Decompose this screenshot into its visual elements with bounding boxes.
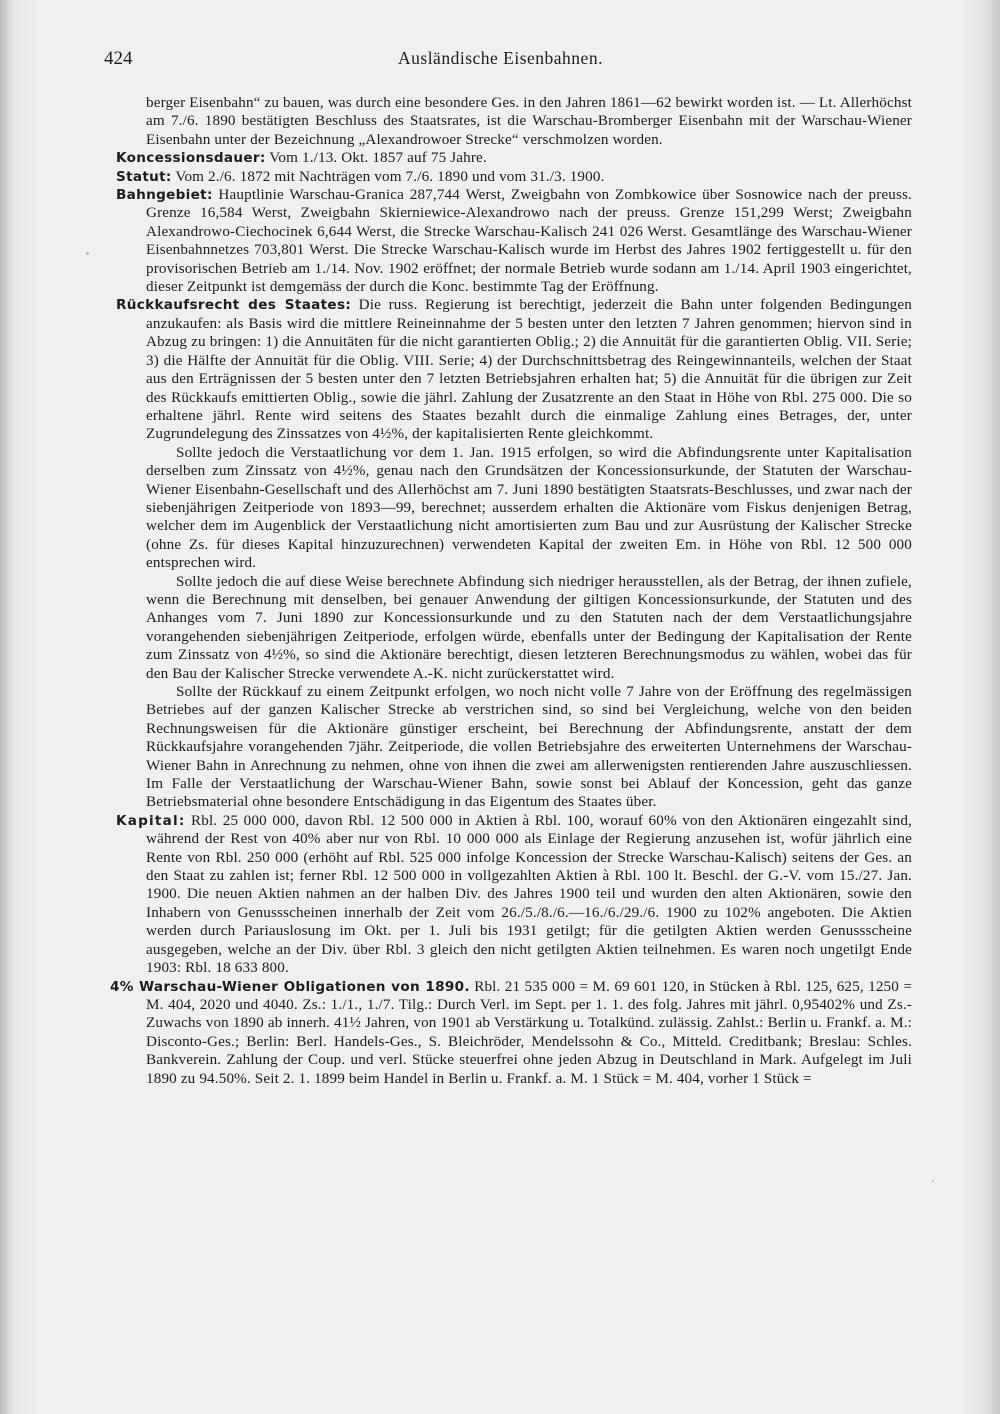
entry-text: Rbl. 25 000 000, davon Rbl. 12 500 000 in Aktien à Rbl. 100, worauf 60% von den Aktionären eingezahlt sind, während der Rest von 40% aber nur von Rbl. 10 000 000 als Einlage der Regierung anzusehen ist, wofür jährlich eine Rente von Rbl. 250 000 (erhöht auf Rbl. 525 000 infolge Koncession der Strecke Warschau-Kalisch) seitens der Ges. an den Staat zu zahlen ist; ferner Rbl. 12 500 000 in vollgezahlten Aktien à Rbl. 100 lt. Beschl. der G.-V. vom 15./27. Jan. 1900. Die neuen Aktien nahmen an der halben Div. des Jahres 1900 teil und wurden den alten Aktionären, sowie den Inhabern von Genussscheinen innerhalb der Zeit vom 26./5./8./6.—16./6./29./6. 1900 zu 102% angeboten. Die Aktien werden durch Pariauslosung im Okt. per 1. Juli bis 1931 getilgt; für die getilgten Aktien werden Genussscheine ausgegeben, welche an der Div. über Rbl. 3 gleich den nicht getilgten Aktien teilnehmen. Es waren noch ungetilgt Ende 1903: Rbl. 18 633 800. bbox=[146, 811, 912, 977]
entry-heading: Kapital: bbox=[116, 812, 186, 829]
entry-rueckkaufsrecht bbox=[116, 296, 912, 443]
entry-heading: 4% Warschau-Wiener Obligationen von 1890. bbox=[110, 978, 470, 995]
running-head bbox=[0, 48, 1000, 74]
entry-kapital bbox=[116, 812, 912, 978]
paragraph-abfindung: Sollte jedoch die auf diese Weise berechnete Abfindung sich niedriger herausstellen, als der Betrag, der ihnen zufiele, wenn die Berechnung mit denselben, bei genauer Anwendung der giltigen Koncessionsurkunde, der Statuten und des Anhanges vom 7. Juni 1890 zur Koncessionsurkunde und zu den Statuten nach der dem Verstaatlichungsjahre vorangehenden siebenjährigen Zeitperiode, erfolgen würde, ebenfalls unter der Bedingung der Kapitalisation der Rente zum Zinssatz von 4½%, so sind die Aktionäre berechtigt, diesen letzteren Berechnungsmodus zu wählen, wobei das für den Bau der Kalischer Strecke verwendete A.-K. nicht zurückerstattet wird. bbox=[146, 572, 912, 682]
paragraph-verstaatlichung-1915: Sollte jedoch die Verstaatlichung vor dem 1. Jan. 1915 erfolgen, so wird die Abfindungsrente unter Kapitalisation derselben zum Zinssatz von 4½%, genau nach den Grundsätzen der Koncessionsurkunde, der Statuten der Warschau-Wiener Eisenbahn-Gesellschaft und des Allerhöchst am 7. Juni 1890 bestätigten Staatsrats-Beschlusses, und zwar nach der siebenjährigen Zeitperiode von 1893—99, berechnet; ausserdem erhalten die Aktionäre vom Fiskus denjenigen Betrag, welcher dem im Augenblick der Verstaatlichung nicht amortisierten zum Bau und zur Ausrüstung der Kalischer Strecke (ohne Zs. für dieses Kapital hinzuzurechnen) verwendeten Kapital der zweiten Em. in Höhe von Rbl. 12 500 000 entsprechen wird. bbox=[146, 443, 912, 572]
entry-obligationen bbox=[110, 977, 913, 1088]
entry-heading: Statut: bbox=[116, 168, 172, 185]
scan-speck bbox=[86, 252, 89, 255]
entry-text: Die russ. Regierung ist berechtigt, jederzeit die Bahn unter folgenden Bedingungen anzukaufen: als Basis wird die mittlere Reineinnahme der 5 besten unter den letzten 7 Jahren genommen; hiervon sind in Abzug zu bringen: 1) die Annuitäten für die nicht garantierten Oblig.; 2) die Annuität für die garantierten Oblig. VII. Serie; 3) die Hälfte der Annuität für die Oblig. VIII. Serie; 4) der Durchschnittsbetrag des Reingewinnanteils, welchen der Staat aus den Erträgnissen der 5 besten unter den 7 letzten Betriebsjahren erhalten hat; 5) die Annuität für die übrigen zur Zeit des Rückkaufs emittierten Oblig., sowie die jährl. Zahlung der Zusatzrente an den Staat in Höhe von Rbl. 275 000. Die so erhaltene jährl. Rente wird seitens des Staates bezahlt durch die einmalige Zahlung eines Betrages, der, unter Zugrundelegung des Zinssatzes von 4½%, der kapitalisierten Rente gleichkommt. bbox=[146, 296, 912, 443]
scan-speck bbox=[932, 1180, 934, 1182]
page-number: 424 bbox=[104, 48, 133, 69]
entry-text: Vom 1./13. Okt. 1857 auf 75 Jahre. bbox=[265, 149, 487, 167]
entry-continuation bbox=[116, 94, 912, 149]
entry-text: Rbl. 21 535 000 = M. 69 601 120, in Stücken à Rbl. 125, 625, 1250 = M. 404, 2020 und 4040. Zs.: 1./1., 1./7. Tilg.: Durch Verl. im Sept. per 1. 1. des folg. Jahres mit jährl. 0,95402% und Zs.-Zuwachs von 1890 ab innerh. 41½ Jahren, von 1901 ab Verstärkung u. Totalkünd. zulässig. Zahlst.: Berlin u. Frankf. a. M.: Disconto-Ges.; Berlin: Berl. Handels-Ges., S. Bleichröder, Mendelssohn & Co., Mitteld. Creditbank; Breslau: Schles. Bankverein. Zahlung der Coup. und verl. Stücke steuerfrei ohne jeden Abzug in Deutschland in Mark. Aufgelegt im Juli 1890 zu 94.50%. Seit 2. 1. 1899 beim Handel in Berlin u. Frankf. a. M. 1 Stück = M. 404, vorher 1 Stück = bbox=[146, 977, 913, 1087]
paragraph-rueckkauf-zeitpunkt: Sollte der Rückkauf zu einem Zeitpunkt erfolgen, wo noch nicht volle 7 Jahre von der Eröffnung des regelmässigen Betriebes auf der ganzen Kalischer Strecke ab verstrichen sind, so sind bei Vergleichung, welche von den beiden Rechnungsweisen für die Aktionäre günstiger erscheint, bei Berechnung der Abfindungsrente, anstatt der dem Rückkaufsjahre vorangehenden 7jähr. Zeitperiode, die vollen Betriebsjahre des erweiterten Unternehmens der Warschau-Wiener Bahn in Anrechnung zu nehmen, ohne von ihnen die zwei am allerwenigsten rentierenden Jahre auszuschliessen. Im Falle der Verstaatlichung der Warschau-Wiener Bahn, sowie sonst bei Ablauf der Koncession, geht das ganze Betriebsmaterial ohne besondere Entschädigung in das Eigentum des Staates über. bbox=[146, 683, 912, 811]
body-text bbox=[110, 94, 913, 1088]
entry-statut bbox=[116, 168, 912, 186]
entry-text: berger Eisenbahn“ zu bauen, was durch eine besondere Ges. in den Jahren 1861—62 bewirkt worden ist. — Lt. Allerhöchst am 7./6. 1890 bestätigten Beschluss des Staatsrates, ist die Warschau-Bromberger Eisenbahn mit der Warschau-Wiener Eisenbahn unter der Bezeichnung „Alexandrowoer Strecke“ verschmolzen worden. bbox=[146, 94, 912, 148]
page-title: Ausländische Eisenbahnen. bbox=[398, 48, 603, 68]
entry-heading: Rückkaufsrecht des Staates: bbox=[116, 297, 352, 314]
entry-heading: Koncessionsdauer: bbox=[116, 150, 266, 167]
entry-text: Vom 2./6. 1872 mit Nachträgen vom 7./6. 1890 und vom 31./3. 1900. bbox=[171, 167, 605, 185]
entry-bahngebiet bbox=[116, 186, 912, 296]
entry-koncessionsdauer bbox=[116, 149, 912, 167]
entry-text: Hauptlinie Warschau-Granica 287,744 Werst, Zweigbahn von Zombkowice über Sosnowice nach der preuss. Grenze 16,584 Werst, Zweigbahn Skierniewice-Alexandrowo nach der preuss. Grenze 151,299 Werst; Zweigbahn Alexandrowo-Ciechocinek 6,644 Werst, die Strecke Warschau-Kalisch 241 026 Werst. Gesamtlänge des Warschau-Wiener Eisenbahnnetzes 703,801 Werst. Die Strecke Warschau-Kalisch wurde im Herbst des Jahres 1902 fertiggestellt u. für den provisorischen Betrieb am 1./14. Nov. 1902 eröffnet; der normale Betrieb wurde sodann am 1./14. April 1903 eingerichtet, dieser Zeitpunkt ist demgemäss der durch die Konc. bestimmte Tag der Eröffnung. bbox=[146, 186, 912, 296]
entry-heading: Bahngebiet: bbox=[116, 187, 213, 204]
